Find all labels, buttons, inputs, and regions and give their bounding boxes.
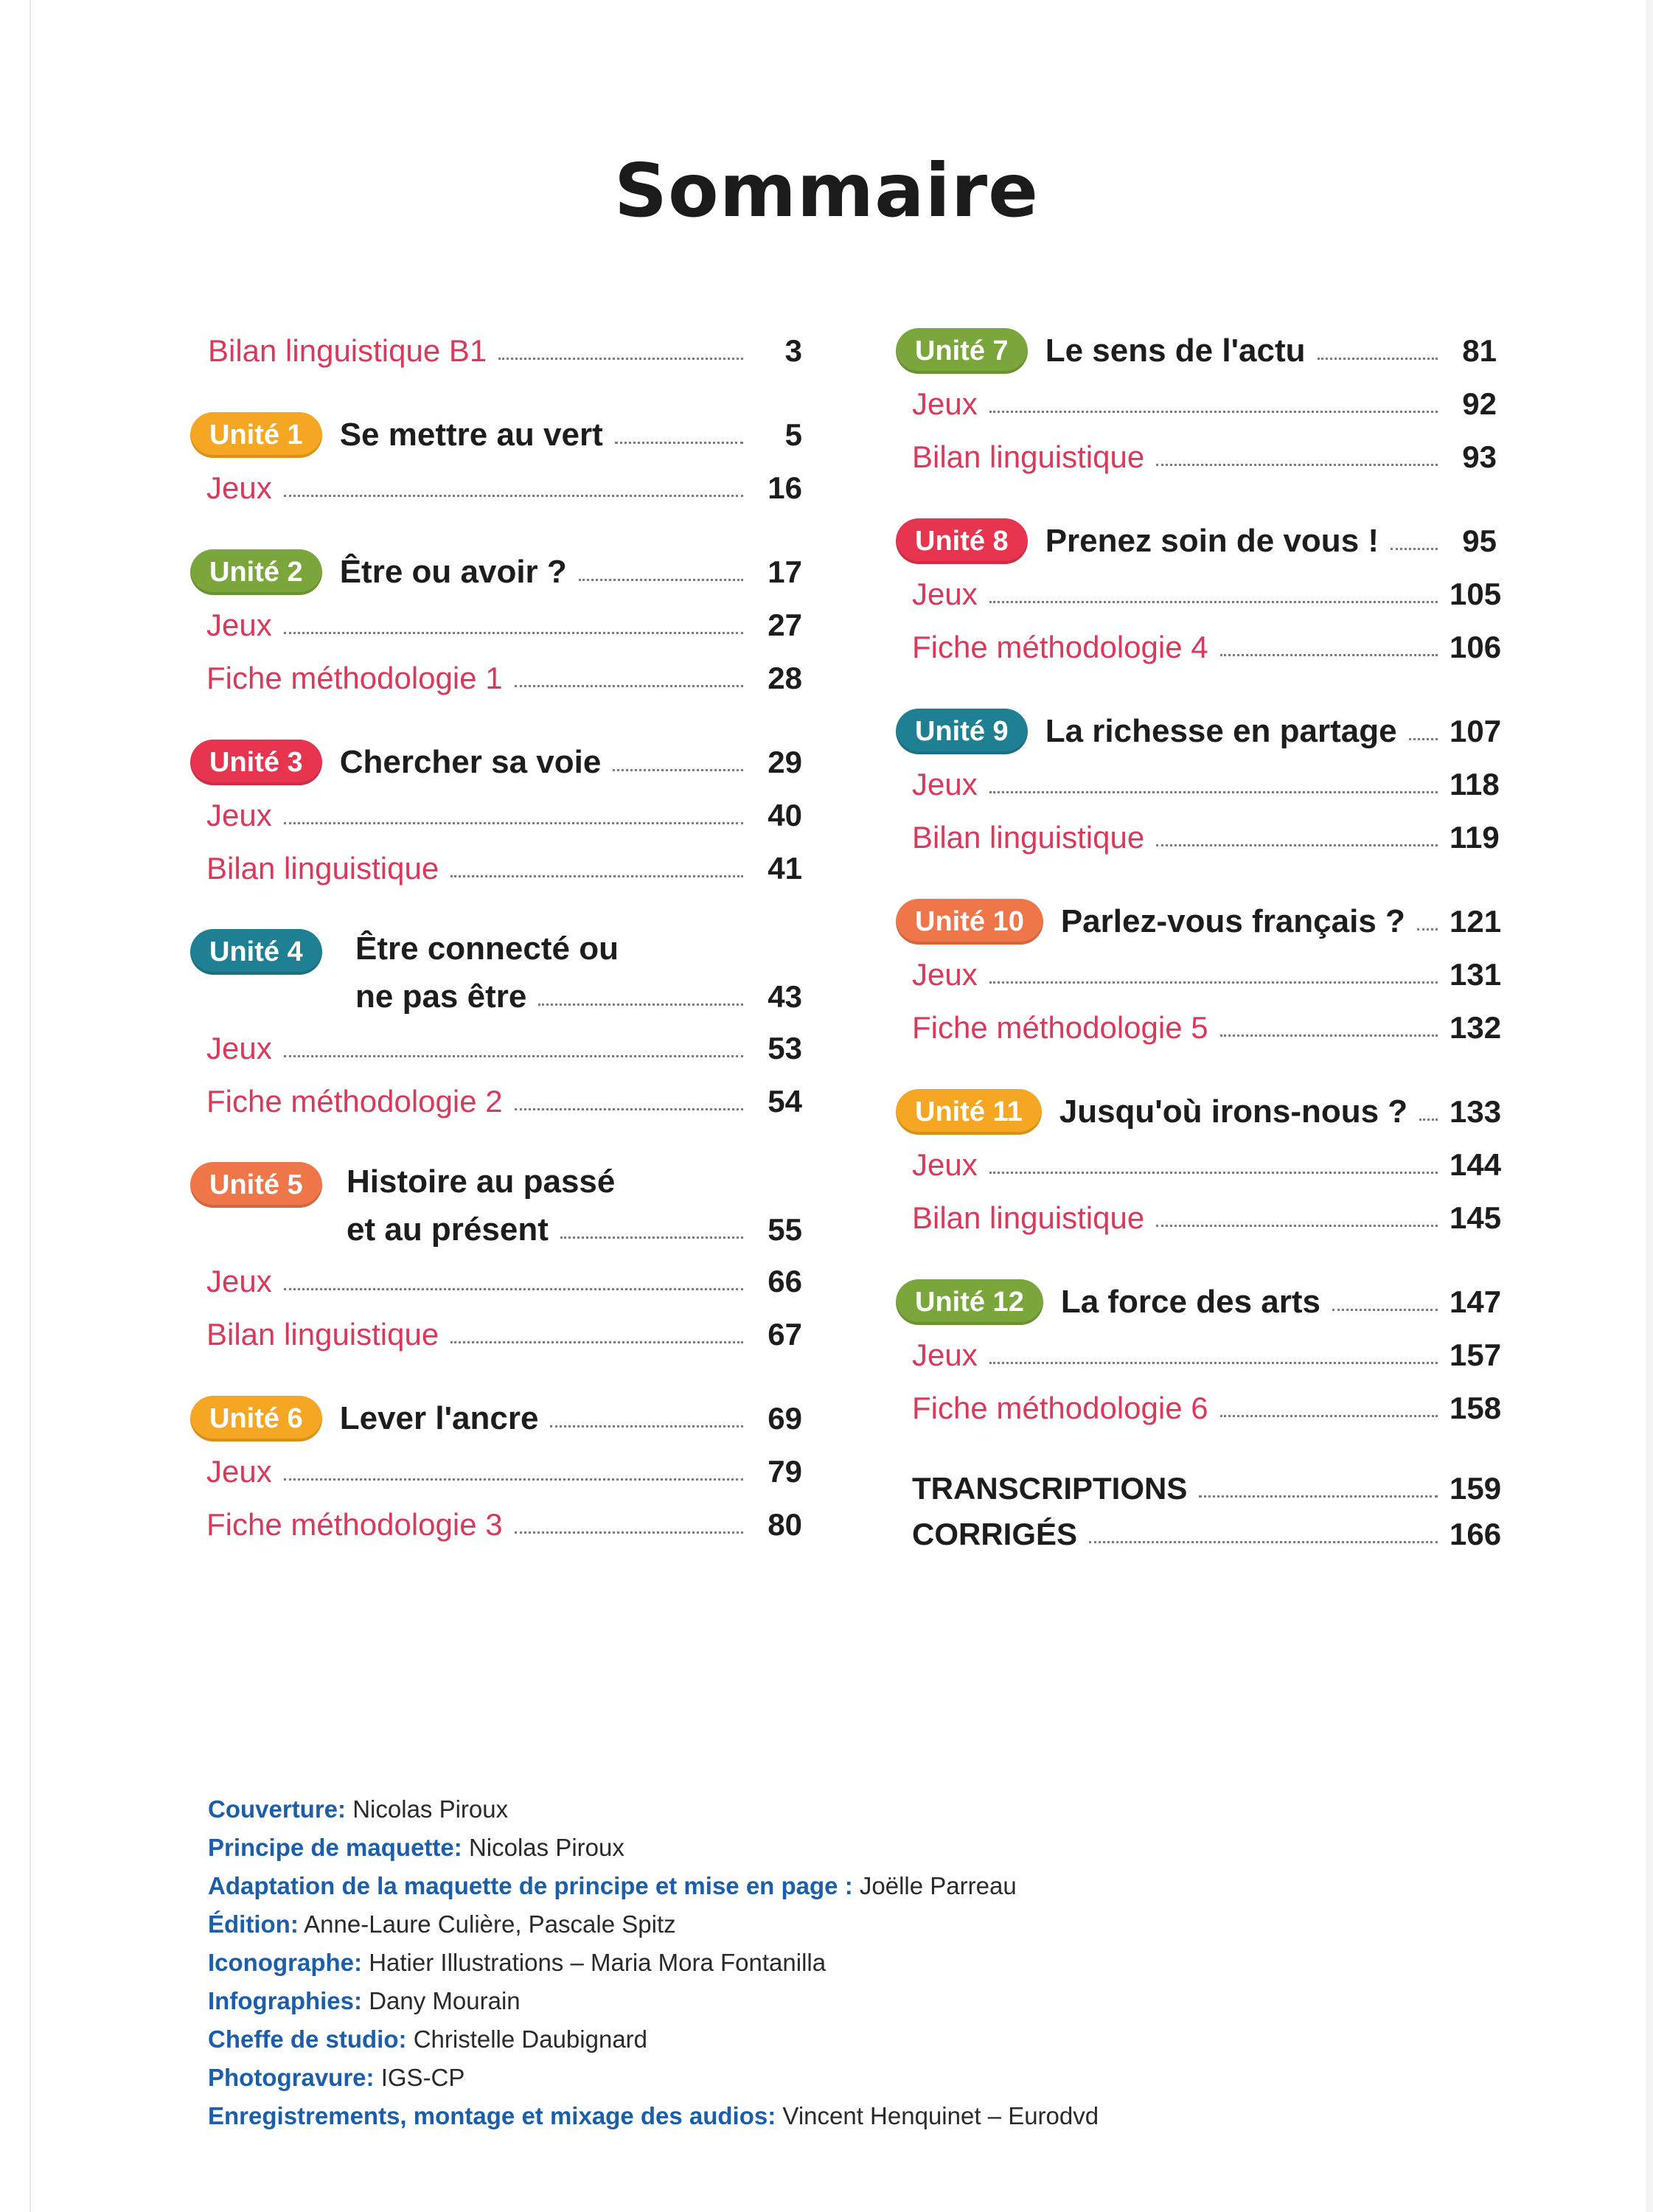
toc-sub-entry[interactable]	[190, 652, 802, 705]
toc-sub-entry[interactable]	[896, 758, 1500, 811]
toc-sub-entry[interactable]	[896, 948, 1502, 1001]
leader-dots	[284, 1055, 743, 1057]
toc-unit-2[interactable]	[190, 546, 802, 599]
credit-value: Anne-Laure Culière, Pascale Spitz	[304, 1910, 676, 1938]
unit-badge: Unité 12	[896, 1279, 1043, 1325]
leader-dots	[1199, 1495, 1438, 1498]
toc-left-column	[190, 324, 802, 1551]
leader-dots	[1220, 1034, 1438, 1037]
page-number: 53	[768, 1031, 802, 1065]
page-number: 3	[784, 333, 802, 368]
credit-value: Christelle Daubignard	[413, 2025, 648, 2053]
leader-dots	[579, 579, 743, 581]
leader-dots	[284, 822, 743, 824]
page-number: 118	[1450, 767, 1500, 801]
toc-sub-entry[interactable]	[190, 789, 802, 842]
credit-value: Vincent Henquinet – Eurodvd	[782, 2102, 1099, 2129]
page-number: 17	[768, 554, 802, 589]
leader-dots	[1220, 1415, 1438, 1417]
credit-line: Adaptation de la maquette de principe et mise en page : Joëlle Parreau	[208, 1872, 1017, 1899]
entry-label: Bilan linguistique	[206, 1317, 439, 1352]
entry-label: Jeux	[912, 577, 978, 611]
page-number: 145	[1450, 1200, 1502, 1235]
entry-label: Bilan linguistique	[206, 851, 439, 886]
toc-unit-10[interactable]	[896, 895, 1502, 948]
toc-sub-entry[interactable]	[896, 431, 1497, 484]
toc-sub-entry[interactable]	[896, 1382, 1502, 1435]
entry-label: Fiche méthodologie 6	[912, 1391, 1208, 1425]
entry-label: Fiche méthodologie 3	[206, 1507, 503, 1542]
entry-label: Jeux	[206, 608, 272, 642]
page-number: 69	[768, 1401, 802, 1436]
leader-dots	[613, 769, 743, 771]
leader-dots	[1156, 844, 1438, 846]
page-number: 67	[768, 1317, 802, 1352]
page-number: 132	[1450, 1010, 1502, 1045]
entry-label: Bilan linguistique	[912, 439, 1145, 474]
unit-title: La force des arts	[1060, 1284, 1320, 1320]
credit-line: Enregistrements, montage et mixage des audios: Vincent Henquinet – Eurodvd	[208, 2102, 1099, 2129]
leader-dots	[450, 875, 743, 877]
unit-title: Être ou avoir ?	[339, 554, 567, 590]
entry-label: Bilan linguistique B1	[208, 333, 487, 368]
credit-label: Infographies	[208, 1987, 355, 2014]
toc-unit-9[interactable]	[896, 705, 1502, 758]
toc-unit-7[interactable]	[896, 324, 1497, 378]
page-number: 93	[1462, 439, 1497, 474]
credit-label: Couverture	[208, 1795, 338, 1823]
credit-value: Nicolas Piroux	[468, 1834, 624, 1861]
unit-title: La richesse en partage	[1045, 713, 1397, 749]
entry-label: Fiche méthodologie 4	[912, 630, 1208, 664]
entry-label: Fiche méthodologie 5	[912, 1010, 1208, 1045]
unit-badge: Unité 7	[896, 328, 1028, 374]
page-number: 157	[1450, 1338, 1502, 1372]
unit-title: Se mettre au vert	[339, 417, 603, 453]
toc-unit-3[interactable]	[190, 736, 802, 789]
toc-sub-entry[interactable]	[896, 1001, 1502, 1054]
unit-title: Parlez-vous français ?	[1060, 903, 1405, 939]
toc-unit-8[interactable]	[896, 515, 1497, 568]
leader-dots	[1391, 548, 1438, 550]
page-number: 16	[768, 470, 802, 505]
credit-label: Édition	[208, 1910, 290, 1938]
entry-label: Jeux	[912, 767, 978, 801]
page-number: 92	[1462, 386, 1497, 421]
toc-sub-entry[interactable]	[190, 1498, 802, 1551]
leader-dots	[284, 632, 743, 634]
leader-dots	[515, 685, 743, 687]
toc-sub-entry[interactable]	[896, 1138, 1502, 1192]
toc-sub-entry[interactable]	[190, 462, 802, 515]
credit-line: Infographies: Dany Mourain	[208, 1987, 521, 2014]
unit-title: Prenez soin de vous !	[1045, 523, 1379, 559]
credit-value: Nicolas Piroux	[352, 1795, 509, 1823]
unit-badge: Unité 8	[896, 518, 1028, 564]
leader-dots	[284, 1478, 743, 1481]
leader-dots	[989, 411, 1438, 413]
toc-unit-12[interactable]	[896, 1276, 1502, 1329]
page-number: 147	[1450, 1284, 1502, 1319]
entry-label: Jeux	[206, 798, 272, 832]
page-number: 29	[768, 745, 802, 779]
page-number: 95	[1462, 524, 1497, 558]
credit-line: Photogravure: IGS-CP	[208, 2064, 465, 2091]
toc-sub-entry[interactable]	[896, 811, 1500, 864]
unit-title: Jusqu'où irons-nous ?	[1059, 1093, 1408, 1130]
toc-unit-6[interactable]	[190, 1392, 802, 1445]
credit-line: Cheffe de studio: Christelle Daubignard	[208, 2025, 648, 2053]
unit-title-line2-row	[347, 1206, 802, 1253]
credit-value: IGS-CP	[380, 2064, 465, 2091]
toc-sub-entry[interactable]	[190, 599, 802, 652]
entry-label: Jeux	[912, 957, 978, 992]
page-number: 119	[1450, 820, 1500, 855]
entry-label: Jeux	[912, 386, 978, 421]
unit-title-line1: Histoire au passé	[347, 1164, 616, 1200]
leader-dots	[1417, 928, 1438, 931]
entry-label: Bilan linguistique	[912, 820, 1145, 855]
leader-dots	[550, 1425, 743, 1427]
credit-label: Enregistrements, montage et mixage des audios	[208, 2102, 768, 2129]
leader-dots	[1089, 1541, 1438, 1543]
credits-block	[208, 1790, 1099, 2135]
unit-badge: Unité 10	[896, 899, 1043, 945]
toc-sub-entry[interactable]	[896, 1329, 1502, 1382]
page-title: Sommaire	[613, 147, 1040, 234]
unit-badge: Unité 2	[190, 549, 322, 595]
page-number: 54	[768, 1084, 802, 1119]
leader-dots	[989, 981, 1438, 984]
unit-badge: Unité 6	[190, 1396, 322, 1441]
leader-dots	[515, 1108, 743, 1110]
toc-sub-entry[interactable]	[190, 1308, 802, 1361]
toc-sub-entry[interactable]	[896, 1192, 1502, 1245]
page-number: 133	[1450, 1094, 1502, 1129]
toc-sub-entry[interactable]	[190, 842, 802, 895]
page-number: 107	[1450, 714, 1502, 748]
leader-dots	[1156, 1225, 1438, 1227]
credit-value: Joëlle Parreau	[859, 1872, 1017, 1899]
credit-label: Adaptation de la maquette de principe et mise en page	[208, 1872, 838, 1899]
toc-entry-bilan-b1[interactable]	[190, 324, 802, 378]
unit-badge: Unité 9	[896, 709, 1028, 754]
page-edge	[29, 0, 31, 2212]
credit-label: Iconographe	[208, 1949, 355, 1976]
page-number: 131	[1450, 957, 1502, 992]
entry-label: CORRIGÉS	[912, 1517, 1078, 1551]
leader-dots	[989, 1362, 1438, 1364]
page-number: 144	[1450, 1147, 1502, 1182]
entry-label: Fiche méthodologie 1	[206, 661, 503, 695]
page-number: 41	[768, 851, 802, 886]
page-number: 28	[768, 661, 802, 695]
unit-title-line2-row	[355, 973, 802, 1020]
page-number: 105	[1450, 577, 1502, 611]
unit-badge: Unité 3	[190, 740, 322, 785]
unit-badge: Unité 1	[190, 412, 322, 458]
leader-dots	[1409, 738, 1438, 740]
unit-title-line1: Être connecté ou	[355, 931, 619, 967]
leader-dots	[989, 601, 1438, 603]
leader-dots	[1156, 464, 1438, 466]
leader-dots	[1318, 358, 1438, 360]
credit-line: Iconographe: Hatier Illustrations – Maria Mora Fontanilla	[208, 1949, 826, 1976]
toc-right-column	[896, 324, 1502, 1557]
credit-value: Hatier Illustrations – Maria Mora Fontanilla	[369, 1949, 826, 1976]
toc-entry-transcriptions[interactable]	[896, 1466, 1502, 1512]
page-number: 166	[1450, 1517, 1502, 1551]
credit-value: Dany Mourain	[369, 1987, 521, 2014]
leader-dots	[450, 1341, 743, 1343]
credit-line: Édition: Anne-Laure Culière, Pascale Spitz	[208, 1910, 676, 1938]
entry-label: Fiche méthodologie 2	[206, 1084, 503, 1119]
leader-dots	[498, 358, 743, 360]
page-edge-right	[1646, 0, 1653, 2212]
unit-badge: Unité 11	[896, 1089, 1042, 1135]
toc-entry-corriges[interactable]	[896, 1512, 1502, 1557]
unit-title: Chercher sa voie	[339, 744, 602, 780]
page-number: 27	[768, 608, 802, 642]
entry-label: Jeux	[912, 1338, 978, 1372]
leader-dots	[989, 791, 1438, 793]
page-number: 159	[1450, 1471, 1502, 1506]
toc-sub-entry[interactable]	[190, 1255, 802, 1308]
page-number: 106	[1450, 630, 1502, 664]
entry-label: Jeux	[206, 470, 272, 505]
credit-line: Principe de maquette: Nicolas Piroux	[208, 1834, 624, 1861]
page-number: 80	[768, 1507, 802, 1542]
leader-dots	[615, 442, 743, 444]
toc-unit-4[interactable]	[190, 926, 802, 1022]
credit-line: Couverture: Nicolas Piroux	[208, 1795, 509, 1823]
entry-label: TRANSCRIPTIONS	[912, 1471, 1188, 1506]
page-number: 158	[1450, 1391, 1502, 1425]
leader-dots	[1419, 1119, 1438, 1121]
leader-dots	[1220, 654, 1438, 656]
leader-dots	[989, 1172, 1438, 1174]
leader-dots	[1332, 1309, 1438, 1311]
leader-dots	[284, 1288, 743, 1290]
toc-unit-11[interactable]	[896, 1085, 1502, 1138]
unit-title-line2: et au présent	[347, 1211, 549, 1248]
credit-label: Cheffe de studio	[208, 2025, 399, 2053]
leader-dots	[560, 1237, 743, 1239]
toc-unit-5[interactable]	[190, 1159, 802, 1255]
page-number: 40	[768, 798, 802, 832]
unit-badge: Unité 4	[190, 929, 322, 975]
credit-label: Principe de maquette	[208, 1834, 454, 1861]
unit-badge: Unité 5	[190, 1162, 322, 1208]
unit-title-line2: ne pas être	[355, 978, 527, 1015]
leader-dots	[284, 495, 743, 497]
page-number: 55	[768, 1212, 802, 1247]
page-number: 121	[1450, 904, 1502, 939]
unit-title: Lever l'ancre	[339, 1400, 539, 1436]
leader-dots	[515, 1531, 743, 1534]
toc-sub-entry[interactable]	[896, 568, 1502, 621]
page-number: 43	[768, 979, 802, 1014]
toc-sub-entry[interactable]	[190, 1445, 802, 1498]
page-number: 79	[768, 1454, 802, 1489]
entry-label: Jeux	[206, 1031, 272, 1065]
entry-label: Jeux	[912, 1147, 978, 1182]
toc-unit-1[interactable]	[190, 408, 802, 462]
leader-dots	[538, 1004, 743, 1006]
unit-title: Le sens de l'actu	[1045, 333, 1306, 369]
toc-sub-entry[interactable]	[896, 621, 1502, 674]
page-number: 66	[768, 1264, 802, 1298]
toc-sub-entry[interactable]	[190, 1075, 802, 1128]
toc-sub-entry[interactable]	[896, 378, 1497, 431]
entry-label: Jeux	[206, 1264, 272, 1298]
toc-sub-entry[interactable]	[190, 1022, 802, 1075]
page-number: 81	[1462, 333, 1497, 368]
entry-label: Bilan linguistique	[912, 1200, 1145, 1235]
entry-label: Jeux	[206, 1454, 272, 1489]
page-number: 5	[784, 417, 802, 452]
credit-label: Photogravure	[208, 2064, 366, 2091]
